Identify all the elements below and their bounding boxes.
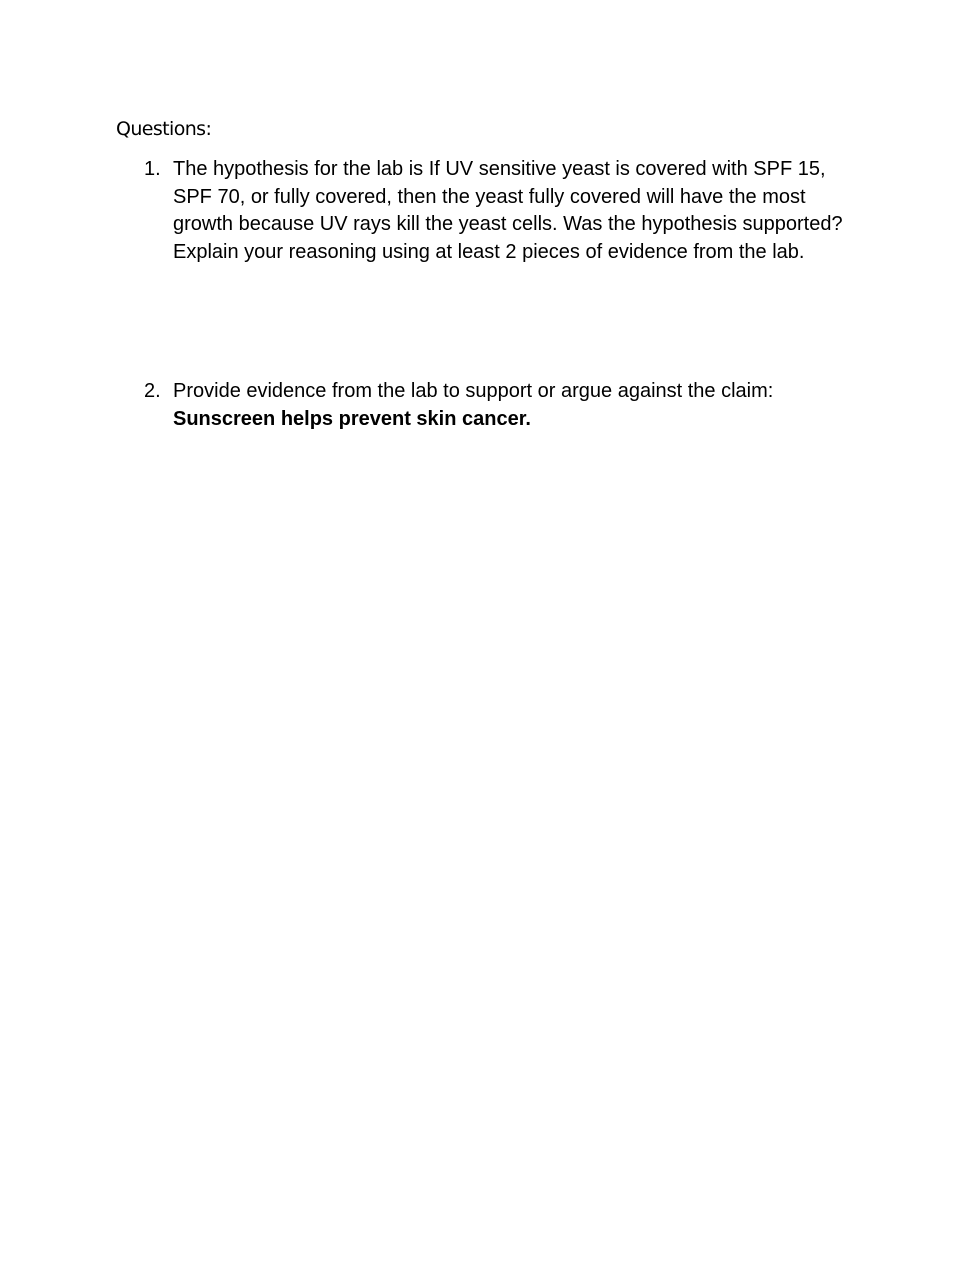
question-number: 1. (144, 158, 161, 180)
question-text: The hypothesis for the lab is If UV sensitive yeast is covered with SPF 15, SPF 70, or fully covered, then the yeast fully covered will have the most growth because UV rays kill the yeast cells. Was the hypothesis supported? Explain your reasoning using at least 2 pieces of evidence from the lab. (173, 158, 843, 263)
questions-heading: Questions: (116, 118, 212, 140)
question-item (144, 156, 864, 266)
claim-statement: Sunscreen helps prevent skin cancer. (173, 407, 531, 430)
question-item (144, 378, 864, 433)
question-text: Provide evidence from the lab to support or argue against the claim: (173, 380, 774, 402)
question-number: 2. (144, 380, 161, 402)
question-body (173, 378, 864, 433)
